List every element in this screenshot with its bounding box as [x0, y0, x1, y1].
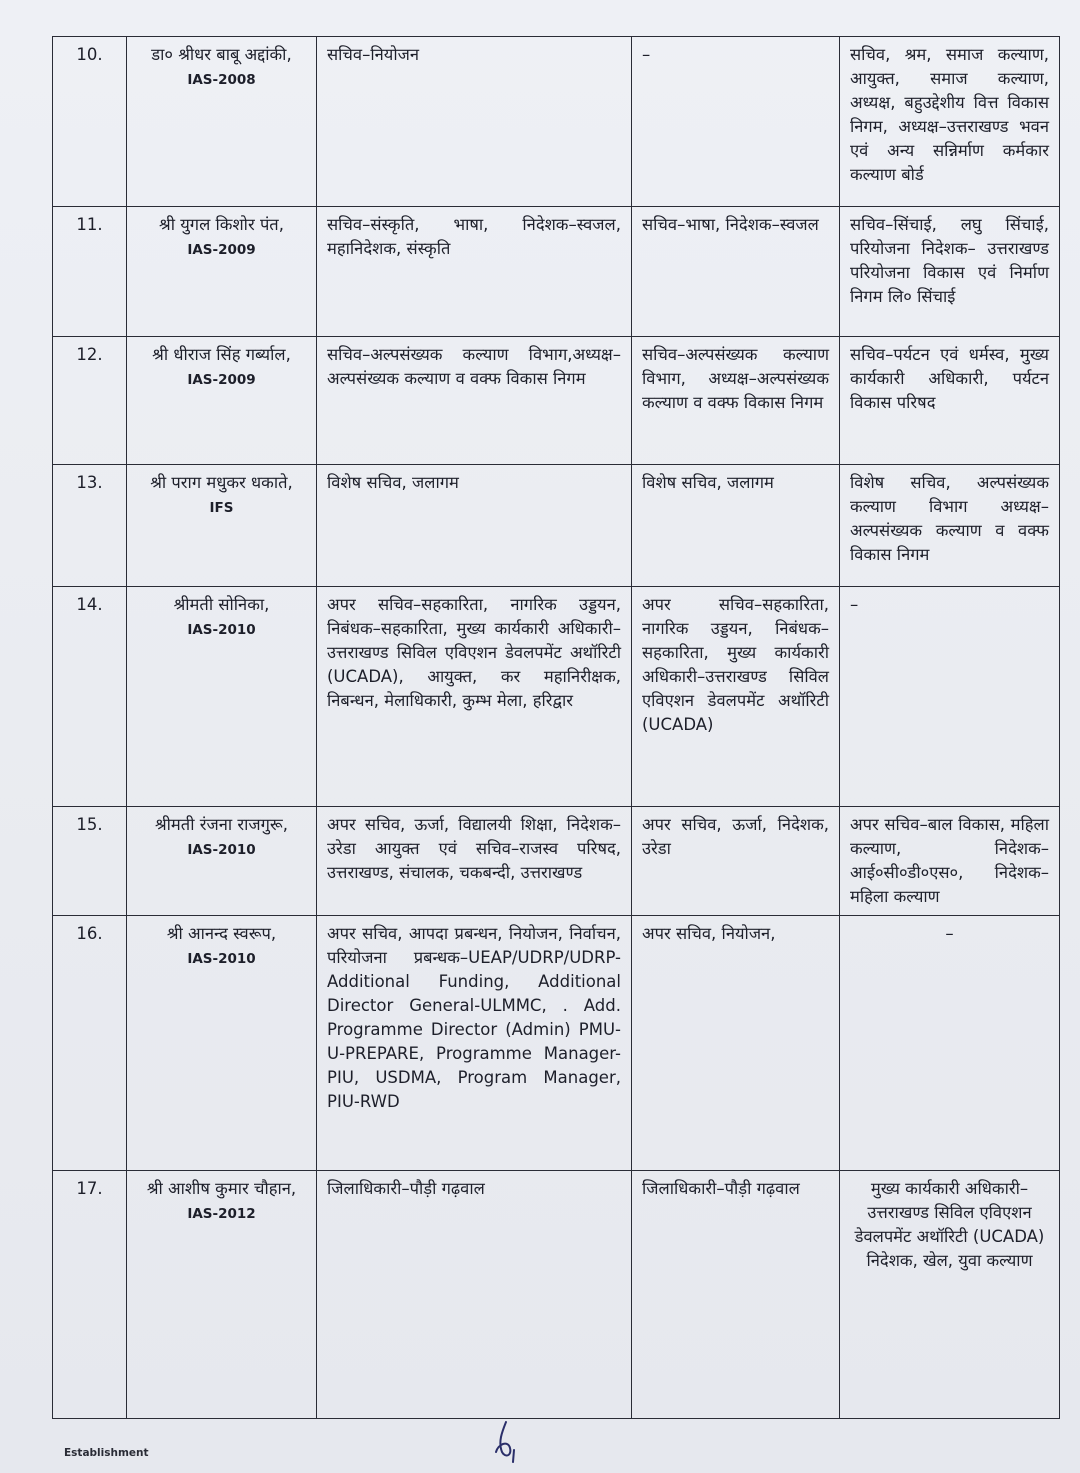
- officer-name: श्रीमती रंजना राजगुरू,: [154, 815, 289, 834]
- officer-service: IAS-2009: [187, 242, 256, 258]
- serial-number: 11.: [53, 207, 127, 337]
- current-post: सचिव–संस्कृति, भाषा, निदेशक–स्वजल, महानिदेशक, संस्कृति: [317, 207, 632, 337]
- relieved-post: सचिव–अल्पसंख्यक कल्याण विभाग, अध्यक्ष–अल्पसंख्यक कल्याण व वक्फ विकास निगम: [632, 337, 840, 465]
- relieved-post: विशेष सचिव, जलागम: [632, 465, 840, 587]
- relieved-post: अपर सचिव, ऊर्जा, निदेशक, उरेडा: [632, 807, 840, 916]
- additional-charge: अपर सचिव–बाल विकास, महिला कल्याण, निदेशक–आई०सी०डी०एस०, निदेशक–महिला कल्याण: [840, 807, 1060, 916]
- officer-name-cell: [127, 916, 317, 1171]
- officer-name-cell: [127, 465, 317, 587]
- officer-name: श्री आशीष कुमार चौहान,: [146, 1179, 297, 1198]
- current-post: सचिव–नियोजन: [317, 37, 632, 207]
- additional-charge: –: [840, 587, 1060, 807]
- table-row: [53, 37, 1060, 207]
- officer-service: IAS-2010: [187, 842, 256, 858]
- additional-charge: सचिव, श्रम, समाज कल्याण, आयुक्त, समाज कल्याण, अध्यक्ष, बहुउद्देशीय वित्त विकास निगम, अध्यक्ष–उत्तराखण्ड भवन एवं अन्य सन्निर्माण कर्मकार कल्याण बोर्ड: [840, 37, 1060, 207]
- current-post: अपर सचिव–सहकारिता, नागरिक उड्डयन, निबंधक–सहकारिता, मुख्य कार्यकारी अधिकारी– उत्तराखण्ड सिविल एविएशन डेवलपमेंट अथॉरिटी (UCADA), आयुक्त, कर महानिरीक्षक, निबन्धन, मेलाधिकारी, कुम्भ मेला, हरिद्वार: [317, 587, 632, 807]
- officer-name: डा० श्रीधर बाबू अद्दांकी,: [151, 45, 292, 64]
- footer-label: Establishment: [64, 1447, 149, 1459]
- additional-charge: –: [840, 916, 1060, 1171]
- officer-transfer-table: [52, 36, 1060, 1419]
- officer-name: श्रीमती सोनिका,: [173, 595, 270, 614]
- officer-name: श्री आनन्द स्वरूप,: [166, 924, 277, 943]
- signature-mark: [484, 1418, 528, 1464]
- officer-name: श्री पराग मधुकर धकाते,: [150, 473, 293, 492]
- officer-service: IAS-2010: [187, 622, 256, 638]
- table-row: [53, 465, 1060, 587]
- relieved-post: जिलाधिकारी–पौड़ी गढ़वाल: [632, 1171, 840, 1419]
- serial-number: 17.: [53, 1171, 127, 1419]
- table-row: [53, 337, 1060, 465]
- officer-name: श्री धीराज सिंह गर्ब्याल,: [152, 345, 291, 364]
- additional-charge: सचिव–पर्यटन एवं धर्मस्व, मुख्य कार्यकारी अधिकारी, पर्यटन विकास परिषद: [840, 337, 1060, 465]
- serial-number: 16.: [53, 916, 127, 1171]
- officer-service: IAS-2012: [187, 1206, 256, 1222]
- relieved-post: –: [632, 37, 840, 207]
- serial-number: 15.: [53, 807, 127, 916]
- officer-name-cell: [127, 587, 317, 807]
- table-row: [53, 207, 1060, 337]
- serial-number: 10.: [53, 37, 127, 207]
- officer-name-cell: [127, 1171, 317, 1419]
- current-post: सचिव–अल्पसंख्यक कल्याण विभाग,अध्यक्ष–अल्पसंख्यक कल्याण व वक्फ विकास निगम: [317, 337, 632, 465]
- serial-number: 13.: [53, 465, 127, 587]
- additional-charge: मुख्य कार्यकारी अधिकारी–उत्तराखण्ड सिविल एविएशन डेवलपमेंट अथॉरिटी (UCADA) निदेशक, खेल, युवा कल्याण: [840, 1171, 1060, 1419]
- officer-name-cell: [127, 807, 317, 916]
- relieved-post: अपर सचिव, नियोजन,: [632, 916, 840, 1171]
- table-row: [53, 807, 1060, 916]
- officer-name-cell: [127, 337, 317, 465]
- relieved-post: अपर सचिव–सहकारिता, नागरिक उड्डयन, निबंधक–सहकारिता, मुख्य कार्यकारी अधिकारी–उत्तराखण्ड सिविल एविएशन डेवलपमेंट अथॉरिटी (UCADA): [632, 587, 840, 807]
- officer-name-cell: [127, 207, 317, 337]
- current-post: अपर सचिव, ऊर्जा, विद्यालयी शिक्षा, निदेशक–उरेडा आयुक्त एवं सचिव–राजस्व परिषद, उत्तराखण्ड, संचालक, चकबन्दी, उत्तराखण्ड: [317, 807, 632, 916]
- officer-name-cell: [127, 37, 317, 207]
- current-post: विशेष सचिव, जलागम: [317, 465, 632, 587]
- current-post: अपर सचिव, आपदा प्रबन्धन, नियोजन, निर्वाचन, परियोजना प्रबन्धक–UEAP/UDRP/UDRP-Additional Funding, Additional Director General-ULMMC, . Add. Programme Director (Admin) PMU-U-PREPARE, Programme Manager-PIU, USDMA, Program Manager, PIU-RWD: [317, 916, 632, 1171]
- additional-charge: विशेष सचिव, अल्पसंख्यक कल्याण विभाग अध्यक्ष–अल्पसंख्यक कल्याण व वक्फ विकास निगम: [840, 465, 1060, 587]
- current-post: जिलाधिकारी–पौड़ी गढ़वाल: [317, 1171, 632, 1419]
- table-row: [53, 1171, 1060, 1419]
- officer-service: IFS: [209, 500, 234, 516]
- officer-service: IAS-2010: [187, 951, 256, 967]
- officer-name: श्री युगल किशोर पंत,: [159, 215, 284, 234]
- officer-service: IAS-2008: [187, 72, 256, 88]
- additional-charge: सचिव–सिंचाई, लघु सिंचाई, परियोजना निदेशक– उत्तराखण्ड परियोजना विकास एवं निर्माण निगम लि० सिंचाई: [840, 207, 1060, 337]
- serial-number: 14.: [53, 587, 127, 807]
- officer-service: IAS-2009: [187, 372, 256, 388]
- table-row: [53, 587, 1060, 807]
- serial-number: 12.: [53, 337, 127, 465]
- relieved-post: सचिव–भाषा, निदेशक–स्वजल: [632, 207, 840, 337]
- table-row: [53, 916, 1060, 1171]
